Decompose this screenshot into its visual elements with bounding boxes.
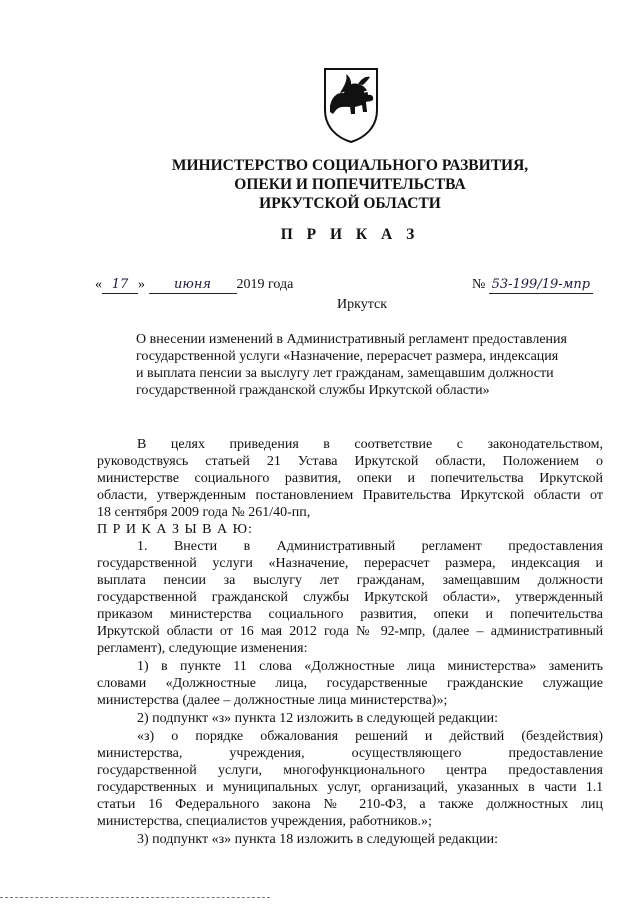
subject-line: О внесении изменений в Административный регламент предоставления [136, 332, 567, 347]
item-line: выплата пенсии за выслугу лет гражданам, замещавшим должности [97, 573, 603, 588]
ministry-name-line2: ОПЕКИ И ПОПЕЧИТЕЛЬСТВА [234, 176, 466, 193]
preamble-line: В целях приведения в соответствие с законодательством, [137, 437, 603, 452]
ministry-name-line1: МИНИСТЕРСТВО СОЦИАЛЬНОГО РАЗВИТИЯ, [171, 157, 529, 174]
item-line: государственной гражданской службы Иркутской области», утвержденный [97, 590, 603, 605]
preamble-line: области, утвержденным постановлением Правительства Иркутской области от [97, 488, 603, 503]
item-line: 1. Внести в Административный регламент предоставления [137, 539, 603, 554]
preamble-line: министерстве социального развития, опеки и попечительства Иркутской [97, 471, 603, 486]
irkutsk-coat-of-arms-icon [322, 66, 380, 144]
date-month-handwritten: июня [149, 276, 237, 294]
date-open-quote: « [95, 277, 102, 292]
preamble-line: 18 сентября 2009 года № 261/40-пп, [97, 505, 311, 520]
order-word: П Р И К А З Ы В А Ю: [97, 522, 253, 537]
quoted-line: статьи 16 Федерального закона № 210-ФЗ, а также должностных лиц [97, 797, 603, 812]
subitem-line: министерства (далее – должностные лица министерства)»; [97, 693, 448, 708]
subitem-line: словами «Должностные лица, государственные гражданские служащие [97, 676, 603, 691]
ministry-name-line3: ИРКУТСКОЙ ОБЛАСТИ [259, 195, 441, 212]
subitem-line: 1) в пункте 11 слова «Должностные лица министерства» заменить [137, 659, 603, 674]
date-day-handwritten: 17 [102, 276, 138, 294]
quoted-line: государственных и муниципальных услуг, организаций, указанных в части 1.1 [97, 780, 603, 795]
quoted-line: министерства, специалистов учреждения, работников.»; [97, 814, 432, 829]
subject-line: и выплата пенсии за выслугу лет гражданам, замещавшим должности [136, 366, 554, 381]
item-line: приказом министерства социального развития, опеки и попечительства [97, 607, 603, 622]
subject-line: государственной услуги «Назначение, перерасчет размера, индексация [136, 349, 559, 364]
date-year-text: 2019 года [236, 277, 294, 292]
order-number [472, 276, 593, 294]
subitem-line: 3) подпункт «з» пункта 18 изложить в следующей редакции: [137, 832, 498, 847]
date-close-quote: » [138, 277, 145, 292]
document-type-title: П Р И К А З [280, 226, 420, 243]
order-date [95, 276, 293, 294]
subject-line: государственной гражданской службы Иркутской области» [136, 383, 490, 398]
quoted-line: министерства, учреждения, осуществляющего предоставление [97, 746, 603, 761]
quoted-line: государственной услуги, многофункционального центра предоставления [97, 763, 603, 778]
city-name: Иркутск [337, 297, 388, 312]
quoted-line: «з) о порядке обжалования решений и действий (бездействия) [137, 729, 603, 744]
item-line: государственной услуги «Назначение, перерасчет размера, индексация и [97, 556, 603, 571]
footer-divider [0, 897, 270, 898]
number-sign: № [472, 277, 486, 292]
preamble-line: руководствуясь статьей 21 Устава Иркутской области, Положением о [97, 454, 603, 469]
item-line: регламент), следующие изменения: [97, 641, 308, 656]
item-line: Иркутской области от 16 мая 2012 года № 92-мпр, (далее – административный [97, 624, 603, 639]
number-handwritten: 53-199/19-мпр [489, 276, 593, 294]
subitem-line: 2) подпункт «з» пункта 12 изложить в следующей редакции: [137, 711, 498, 726]
